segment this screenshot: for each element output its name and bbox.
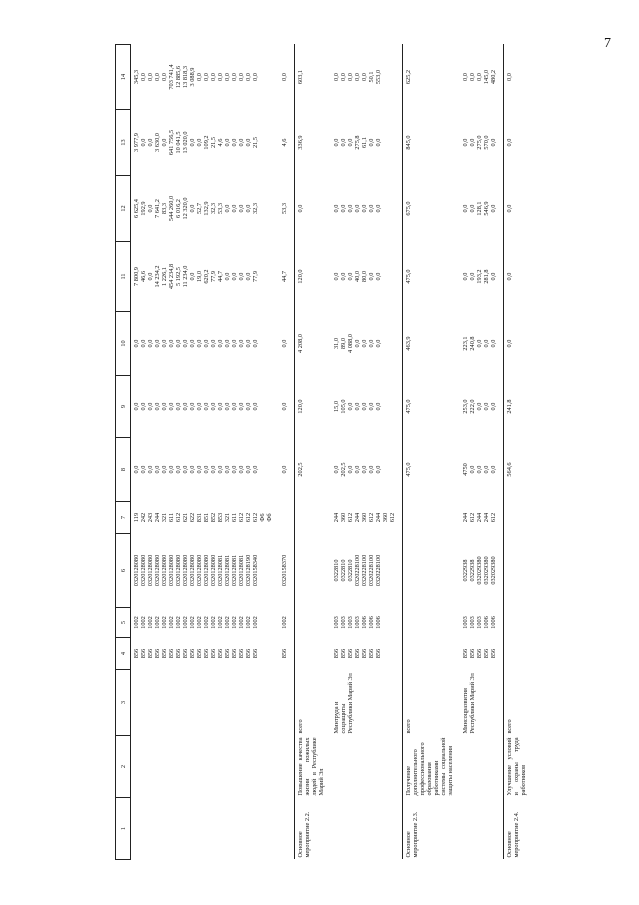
executor-cell: всего: [504, 670, 534, 736]
amount-cell: 3 977,9 0,0 0,0 3 630,0 0,0 641 756,5 10 041,5 13 020,0 0,0 0,0 109,2 21,5 4,6 0,0 0,0 0,0 0,0 21,5: [133, 129, 259, 156]
target-article-cell: 0320128080 0320128080 0320128080 0320128080 0320128080 0320128080 0320128080 0320128080 0320128080 0320128080 0320128080 0320128080 0320128081 0320128081 0320128081 0320128081 0320128190 0320158340: [133, 554, 259, 587]
table-row: [295, 45, 332, 860]
amount-cell: 0,0 0,0 0,0 0,0 0,0 0,0 0,0 0,0 0,0 0,0 0,0 0,0 0,0 0,0 0,0 0,0 0,0 0,0: [133, 339, 259, 348]
grbs-code-cell: 856: [281, 648, 288, 659]
amount-cell: 564,6: [504, 438, 534, 502]
grbs-code-cell: 856 856 856 856 856 856 856: [333, 648, 382, 659]
measure-name-cell: [279, 736, 295, 798]
amount-cell: 0,0: [504, 45, 534, 110]
target-article-cell: [295, 534, 332, 608]
target-article-cell: 0322938 0322938 032029380 032029380 032029380: [462, 556, 497, 585]
amount-cell: 0,0: [281, 465, 288, 474]
amount-cell: 4750 0,0 0,0 0,0 0,0: [462, 463, 497, 476]
expense-type-cell: 244 360 612 244 360 612 244 360 612: [333, 512, 396, 523]
target-article-cell: 0320158370: [281, 554, 288, 587]
amount-cell: 7 800,9 46,6 0,0 14 234,2 1 226,1 454 234,8 5 192,5 11 234,0 0,0 19,0 620,2 77,9 44,7 0,0 0,0 0,0 0,0 77,9: [133, 263, 259, 290]
column-header: 11: [116, 242, 131, 312]
amount-cell: 202,5: [295, 438, 332, 502]
budget-table: [115, 44, 533, 860]
executor-cell: Минсоцразвития Республики Марий Эл: [462, 673, 476, 734]
table-body: [131, 45, 534, 860]
section-code-cell: 1002 1002 1002 1002 1002 1002 1002 1002 1002 1002 1002 1002 1002 1002 1002 1002 1002 1002: [133, 616, 259, 629]
measure-name-cell: [331, 736, 403, 798]
executor-cell: всего: [295, 670, 332, 736]
grbs-code-cell: [504, 638, 534, 670]
grbs-code-cell: [295, 638, 332, 670]
expense-type-cell: [504, 502, 534, 534]
measure-name-cell: Улучшение условий и охраны труда работников: [504, 736, 534, 798]
executor-cell: всего: [403, 670, 461, 736]
amount-cell: 0,0 202,5 0,0 0,0 0,0 0,0 0,0: [333, 462, 382, 477]
amount-cell: 475,0: [403, 376, 461, 438]
grbs-code-cell: [403, 638, 461, 670]
column-header-row: [116, 45, 131, 860]
amount-cell: 0,0 0,0 0,0 275,8 61,1 0,0 0,0: [333, 135, 382, 150]
column-header: 4: [116, 638, 131, 670]
amount-cell: 120,0: [295, 376, 332, 438]
column-header: 1: [116, 798, 131, 860]
expense-type-cell: 119 242 243 244 321 611 612 621 622 831 851 852 853 321 611 612 612 612 Ф6 Фб: [133, 512, 273, 523]
executor-cell: [279, 670, 295, 736]
table-row: [460, 45, 504, 860]
column-header: 6: [116, 534, 131, 608]
amount-cell: 475,0: [403, 438, 461, 502]
amount-cell: 4,6: [281, 138, 288, 147]
column-header: 3: [116, 670, 131, 736]
amount-cell: 675,0: [403, 176, 461, 242]
measure-code-cell: [279, 798, 295, 860]
measure-name-cell: [131, 736, 280, 798]
amount-cell: 0,0 0,0 0,0 145,0 480,2: [462, 69, 497, 85]
amount-cell: 0,0: [281, 339, 288, 348]
page-number: 7: [604, 36, 611, 51]
section-code-cell: 1003 1003 1003 1003 1006 1006 1006: [333, 616, 382, 629]
amount-cell: 0,0: [504, 110, 534, 176]
amount-cell: 0,0: [281, 402, 288, 411]
amount-cell: 463,9: [403, 312, 461, 376]
measure-code-cell: [460, 798, 504, 860]
amount-cell: 0,0 0,0 0,0 0,0 0,0 50,1 553,0: [333, 69, 382, 85]
amount-cell: 44,7: [281, 270, 288, 283]
target-article-cell: [504, 534, 534, 608]
target-article-cell: [403, 534, 461, 608]
measure-name-cell: [460, 736, 504, 798]
amount-cell: 223,1 240,8 0,0 0,0 0,0: [462, 336, 497, 351]
amount-cell: 475,0: [403, 242, 461, 312]
amount-cell: 0,0: [295, 176, 332, 242]
executor-cell: Минтруда и соцзащиты Республики Марий Эл: [333, 673, 354, 734]
target-article-cell: 0322810 0322810 0322810 0320228100 0320228100 0320228100 0320228100: [333, 554, 382, 587]
column-header: 10: [116, 312, 131, 376]
amount-cell: 0,0 0,0 0,0 0,0 0,0 0,0 0,0: [333, 204, 382, 213]
table-row: [279, 45, 295, 860]
amount-cell: 15,0 105,0 0,0 0,0 0,0 0,0 0,0: [333, 399, 382, 414]
amount-cell: 0,0 0,0 0,0 0,0 0,0 0,0 0,0 0,0 0,0 0,0 0,0 0,0 0,0 0,0 0,0 0,0 0,0 0,0: [133, 465, 259, 474]
amount-cell: 0,0 0,0 0,0 40,0 80,0 0,0 0,0: [333, 270, 382, 283]
column-header: 5: [116, 608, 131, 638]
amount-cell: 345,3 0,0 0,0 0,0 0,0 703 741,4 12 885,6 13 818,3 3 088,9 0,0 0,0 0,0 0,0 0,0 0,0 0,0 0,0 0,0: [133, 64, 259, 90]
amount-cell: 0,0: [504, 176, 534, 242]
measure-name-cell: Получение дополнительного профессионального образования работниками системы социальной защиты населения: [403, 736, 461, 798]
table-row: [331, 45, 403, 860]
amount-cell: 241,8: [504, 376, 534, 438]
budget-table-sheet: [115, 45, 639, 860]
table-row: [504, 45, 534, 860]
column-header: 13: [116, 110, 131, 176]
column-header: 14: [116, 45, 131, 110]
section-code-cell: 1003 1003 1003 1006 1006: [462, 616, 497, 629]
expense-type-cell: [279, 502, 295, 534]
amount-cell: 0,0: [504, 312, 534, 376]
amount-cell: 31,0 89,0 4 088,0 0,0 0,0 0,0 0,0: [333, 334, 382, 353]
grbs-code-cell: 856 856 856 856 856: [462, 648, 497, 659]
section-code-cell: [504, 608, 534, 638]
measure-name-cell: Повышение качества жизни пожилых людей в Республике Марий Эл: [295, 736, 332, 798]
column-header: 9: [116, 376, 131, 438]
expense-type-cell: [295, 502, 332, 534]
section-code-cell: [295, 608, 332, 638]
column-header: 12: [116, 176, 131, 242]
amount-cell: 603,1: [295, 45, 332, 110]
executor-cell: [131, 670, 280, 736]
amount-cell: 625,2: [403, 45, 461, 110]
amount-cell: 336,9: [295, 110, 332, 176]
amount-cell: 120,0: [295, 242, 332, 312]
expense-type-cell: 244 612 244 244 612: [462, 512, 497, 523]
amount-cell: 0,0: [281, 73, 288, 81]
section-code-cell: [403, 608, 461, 638]
measure-code-cell: [131, 798, 280, 860]
amount-cell: 0,0 0,0 193,2 281,8 0,0: [462, 269, 497, 284]
table-row: [131, 45, 280, 860]
measure-code-cell: Основное мероприятие 2.3.: [403, 798, 461, 860]
amount-cell: 4 208,0: [295, 312, 332, 376]
measure-code-cell: [331, 798, 403, 860]
table-row: [403, 45, 461, 860]
column-header: 8: [116, 438, 131, 502]
measure-code-cell: Основное мероприятие 2.2.: [295, 798, 332, 860]
column-header: 7: [116, 502, 131, 534]
expense-type-cell: [403, 502, 461, 534]
amount-cell: 0,0 0,0 275,0 570,0 0,0: [462, 135, 497, 150]
amount-cell: 0,0 0,0 0,0 0,0 0,0 0,0 0,0 0,0 0,0 0,0 0,0 0,0 0,0 0,0 0,0 0,0 0,0 0,0: [133, 402, 259, 411]
amount-cell: 253,0 222,0 0,0 0,0 0,0: [462, 399, 497, 414]
section-code-cell: 1002: [281, 616, 288, 629]
grbs-code-cell: 856 856 856 856 856 856 856 856 856 856 856 856 856 856 856 856 856 856: [133, 648, 259, 659]
amount-cell: 0,0 0,0 128,1 546,9 0,0: [462, 201, 497, 216]
amount-cell: 6 625,4 192,9 0,0 7 641,2 83,3 544 260,0 6 016,2 12 320,0 0,0 52,7 132,9 32,3 53,3 0,0 0,0 0,0 0,0 32,3: [133, 195, 259, 222]
column-header: 2: [116, 736, 131, 798]
amount-cell: 53,3: [281, 202, 288, 215]
amount-cell: 0,0: [504, 242, 534, 312]
amount-cell: 845,0: [403, 110, 461, 176]
measure-code-cell: Основное мероприятие 2.4.: [504, 798, 534, 860]
